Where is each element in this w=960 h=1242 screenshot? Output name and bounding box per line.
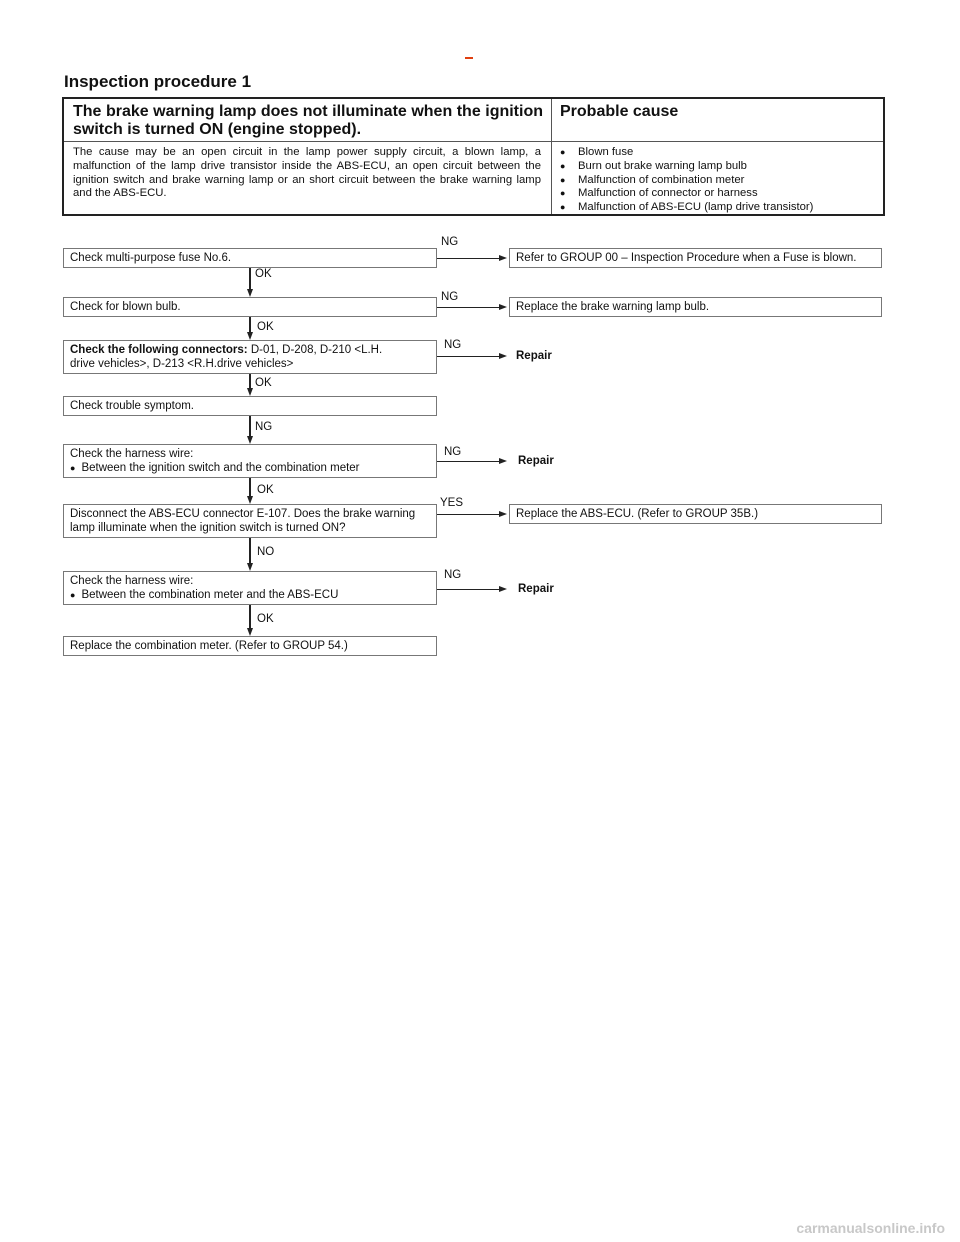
arrow-down-icon — [247, 436, 253, 444]
branch-label: NG — [444, 569, 462, 581]
arrow-down-icon — [247, 496, 253, 504]
connector-line — [437, 589, 501, 590]
probable-cause-heading: Probable cause — [560, 103, 679, 120]
arrow-down-icon — [247, 388, 253, 396]
bullet-icon: ● — [560, 188, 566, 199]
branch-label: NO — [257, 546, 275, 558]
bullet-icon: ● — [70, 462, 76, 473]
arrow-down-icon — [247, 289, 253, 297]
list-item: ● Malfunction of combination meter — [560, 173, 745, 186]
column-divider — [551, 99, 552, 214]
branch-label: OK — [255, 268, 272, 280]
bullet-icon: ● — [560, 160, 566, 171]
result-fuse-procedure: Refer to GROUP 00 – Inspection Procedure when a Fuse is blown. — [509, 248, 882, 268]
connector-line — [249, 416, 251, 436]
arrow-right-icon — [499, 255, 507, 261]
result-repair-harness-ignition: Repair — [518, 455, 554, 467]
arrow-down-icon — [247, 563, 253, 571]
step-check-harness-meter: Check the harness wire: ● Between the combination meter and the ABS-ECU — [63, 571, 437, 605]
list-item: ● Burn out brake warning lamp bulb — [560, 159, 747, 172]
branch-label: NG — [255, 421, 273, 433]
header-mark — [465, 57, 473, 59]
branch-label: NG — [444, 446, 462, 458]
branch-label: OK — [257, 321, 274, 333]
bullet-icon: ● — [70, 589, 76, 600]
connector-line — [437, 258, 501, 259]
branch-label: NG — [441, 291, 459, 303]
bullet-icon: ● — [560, 147, 566, 157]
branch-label: OK — [257, 484, 274, 496]
page-title: Inspection procedure 1 — [64, 72, 252, 91]
arrow-down-icon — [247, 332, 253, 340]
connector-line — [437, 461, 501, 462]
arrow-down-icon — [247, 628, 253, 636]
connector-line — [249, 317, 251, 332]
branch-label: OK — [257, 613, 274, 625]
list-item: ● Blown fuse — [560, 146, 634, 158]
symptom-heading: The brake warning lamp does not illuminate when the ignition switch is turned ON (engine stopped). — [73, 103, 543, 138]
connector-line — [249, 268, 251, 289]
connector-line — [249, 538, 251, 563]
summary-table — [62, 97, 885, 216]
list-item: ● Malfunction of connector or harness — [560, 187, 758, 200]
step-check-symptom: Check trouble symptom. — [63, 396, 437, 416]
connector-line — [249, 605, 251, 628]
step-disconnect-abs-ecu: Disconnect the ABS-ECU connector E-107. Does the brake warning lamp illuminate when the ignition switch is turned ON? — [63, 504, 437, 538]
arrow-right-icon — [499, 511, 507, 517]
arrow-right-icon — [499, 586, 507, 592]
step-check-fuse: Check multi-purpose fuse No.6. — [63, 248, 437, 268]
result-repair-connectors: Repair — [516, 350, 552, 362]
list-item: ● Malfunction of ABS-ECU (lamp drive transistor) — [560, 201, 814, 214]
connector-line — [249, 374, 251, 388]
watermark-text: carmanualsonline.info — [796, 1220, 945, 1236]
row-divider — [64, 141, 883, 142]
connector-line — [437, 356, 501, 357]
connector-line — [249, 478, 251, 496]
arrow-right-icon — [499, 304, 507, 310]
step-replace-meter: Replace the combination meter. (Refer to GROUP 54.) — [63, 636, 437, 656]
bullet-icon: ● — [560, 202, 566, 213]
result-replace-abs-ecu: Replace the ABS-ECU. (Refer to GROUP 35B.) — [509, 504, 882, 524]
connector-line — [437, 514, 501, 515]
step-check-harness-ignition: Check the harness wire: ● Between the ignition switch and the combination meter — [63, 444, 437, 478]
arrow-right-icon — [499, 458, 507, 464]
arrow-right-icon — [499, 353, 507, 359]
branch-label: NG — [441, 236, 459, 248]
result-repair-harness-meter: Repair — [518, 583, 554, 595]
step-check-connectors: Check the following connectors: D-01, D-208, D-210 <L.H. drive vehicles>, D-213 <R.H.drive vehicles> — [63, 340, 437, 374]
probable-cause-list — [560, 146, 813, 215]
symptom-description: The cause may be an open circuit in the lamp power supply circuit, a blown lamp, a malfunction of the lamp drive transistor inside the ABS-ECU, an open circuit between the ignition switch and brake warning lamp or an short circuit between the brake warning lamp and the ABS-ECU. — [73, 146, 541, 200]
branch-label: OK — [255, 377, 272, 389]
branch-label: YES — [440, 497, 464, 509]
bullet-icon: ● — [560, 174, 566, 185]
step-check-bulb: Check for blown bulb. — [63, 297, 437, 317]
branch-label: NG — [444, 339, 462, 351]
connector-line — [437, 307, 501, 308]
result-replace-bulb: Replace the brake warning lamp bulb. — [509, 297, 882, 317]
